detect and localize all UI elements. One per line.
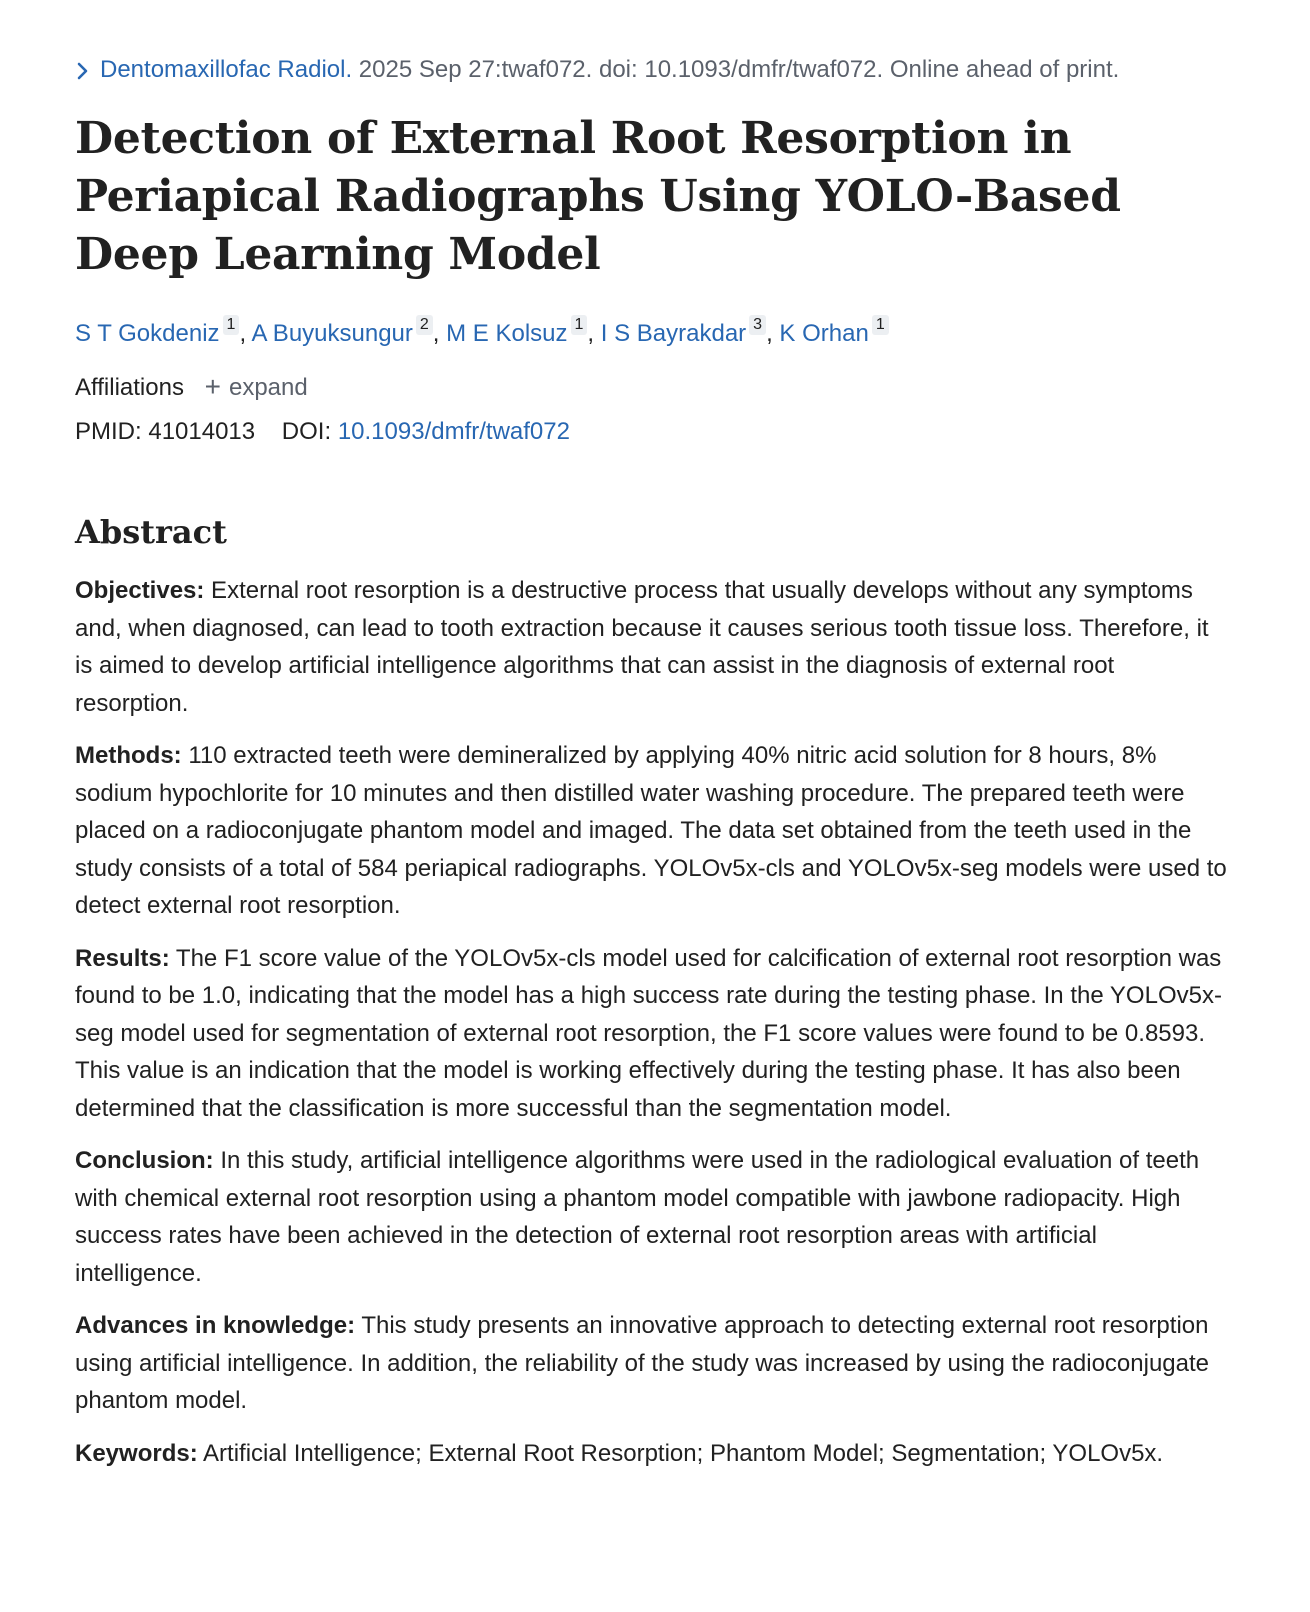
plus-icon: + <box>204 371 221 402</box>
doi-label: DOI: <box>281 418 332 445</box>
affiliation-badge[interactable]: 1 <box>571 315 588 335</box>
author-link[interactable]: A Buyuksungur <box>251 320 413 347</box>
section-text: In this study, artificial intelligence algorithms were used in the radiological evaluation of teeth with chemical external root resorption using a phantom model compatible with jawbone radiopacity. High success rates have been achieved in the detection of external root resorption areas with artificial intelligence. <box>75 1147 1200 1287</box>
keywords-label: Keywords: <box>75 1439 198 1467</box>
author-link[interactable]: I S Bayrakdar <box>600 320 747 347</box>
abstract-conclusion <box>75 1142 1230 1292</box>
author-link[interactable]: K Orhan <box>779 320 869 347</box>
affiliation-badge[interactable]: 1 <box>223 315 240 335</box>
abstract-methods <box>75 737 1230 925</box>
author-link[interactable]: M E Kolsuz <box>446 320 568 347</box>
journal-link[interactable]: Dentomaxillofac Radiol. <box>100 56 353 83</box>
affiliation-badge[interactable]: 2 <box>416 315 433 335</box>
affiliation-badge[interactable]: 1 <box>872 315 889 335</box>
section-text: The F1 score value of the YOLOv5x-cls model used for calcification of external root resorption was found to be 1.0, indicating that the model has a high success rate during the testing phase. In the YOLOv5x-seg model used for segmentation of external root resorption, the F1 score values were found to be 0.8593. This value is an indication that the model is working effectively during the testing phase. It has also been determined that the classification is more successful than the segmentation model. <box>75 944 1222 1122</box>
pmid-value: 41014013 <box>148 418 256 445</box>
author-link[interactable]: S T Gokdeniz <box>75 320 220 347</box>
abstract-objectives <box>75 572 1230 722</box>
citation-details: 2025 Sep 27:twaf072. doi: 10.1093/dmfr/twaf072. Online ahead of print. <box>352 56 1120 83</box>
chevron-right-icon[interactable] <box>76 61 96 81</box>
affiliations-row <box>75 367 1230 408</box>
pmid-label: PMID: <box>75 418 142 445</box>
article-title: Detection of External Root Resorption in Periapical Radiographs Using YOLO-Based Deep Learning Model <box>75 113 1121 280</box>
affiliation-badge[interactable]: 3 <box>749 315 766 335</box>
abstract-advances <box>75 1307 1230 1420</box>
section-text: 110 extracted teeth were demineralized by applying 40% nitric acid solution for 8 hours, 8% sodium hypochlorite for 10 minutes and then distilled water washing procedure. The prepared teeth were placed on a radioconjugate phantom model and imaged. The data set obtained from the teeth used in the study consists of a total of 584 periapical radiographs. YOLOv5x-cls and YOLOv5x-seg models were used to detect external root resorption. <box>75 742 1227 919</box>
keywords <box>75 1435 1230 1473</box>
section-label: Advances in knowledge: <box>75 1312 356 1339</box>
affiliations-expand-button[interactable] <box>204 371 308 402</box>
section-label: Conclusion: <box>75 1147 214 1174</box>
keywords-list: Artificial Intelligence; External Root Resorption; Phantom Model; Segmentation; YOLOv5x. <box>197 1439 1164 1467</box>
section-label: Objectives: <box>75 577 205 604</box>
section-text: This study presents an innovative approach to detecting external root resorption using artificial intelligence. In addition, the reliability of the study was increased by using the radioconjugate phantom model. <box>75 1312 1209 1414</box>
expand-label: expand <box>228 374 308 401</box>
identifiers-row <box>75 412 1230 452</box>
author-list: S T Gokdeniz $^1$ , A Buyuksungur $^2$ , M E Kolsuz $^1$ , I S Bayrakdar $^3$ , K Orhan $^1$ <box>75 314 1230 354</box>
section-label: Methods: <box>75 742 182 769</box>
abstract-heading: Abstract <box>75 513 227 551</box>
affiliations-label: Affiliations <box>75 374 184 401</box>
section-label: Results: <box>75 944 170 972</box>
doi-link[interactable]: 10.1093/dmfr/twaf072 <box>337 418 570 445</box>
section-text: External root resorption is a destructive process that usually develops without any symptoms and, when diagnosed, can lead to tooth extraction because it causes serious tooth tissue loss. Therefore, it is aimed to develop artificial intelligence algorithms that can assist in the diagnosis of external root resorption. <box>75 577 1209 717</box>
abstract-results <box>75 940 1230 1128</box>
citation-line <box>76 50 1230 90</box>
